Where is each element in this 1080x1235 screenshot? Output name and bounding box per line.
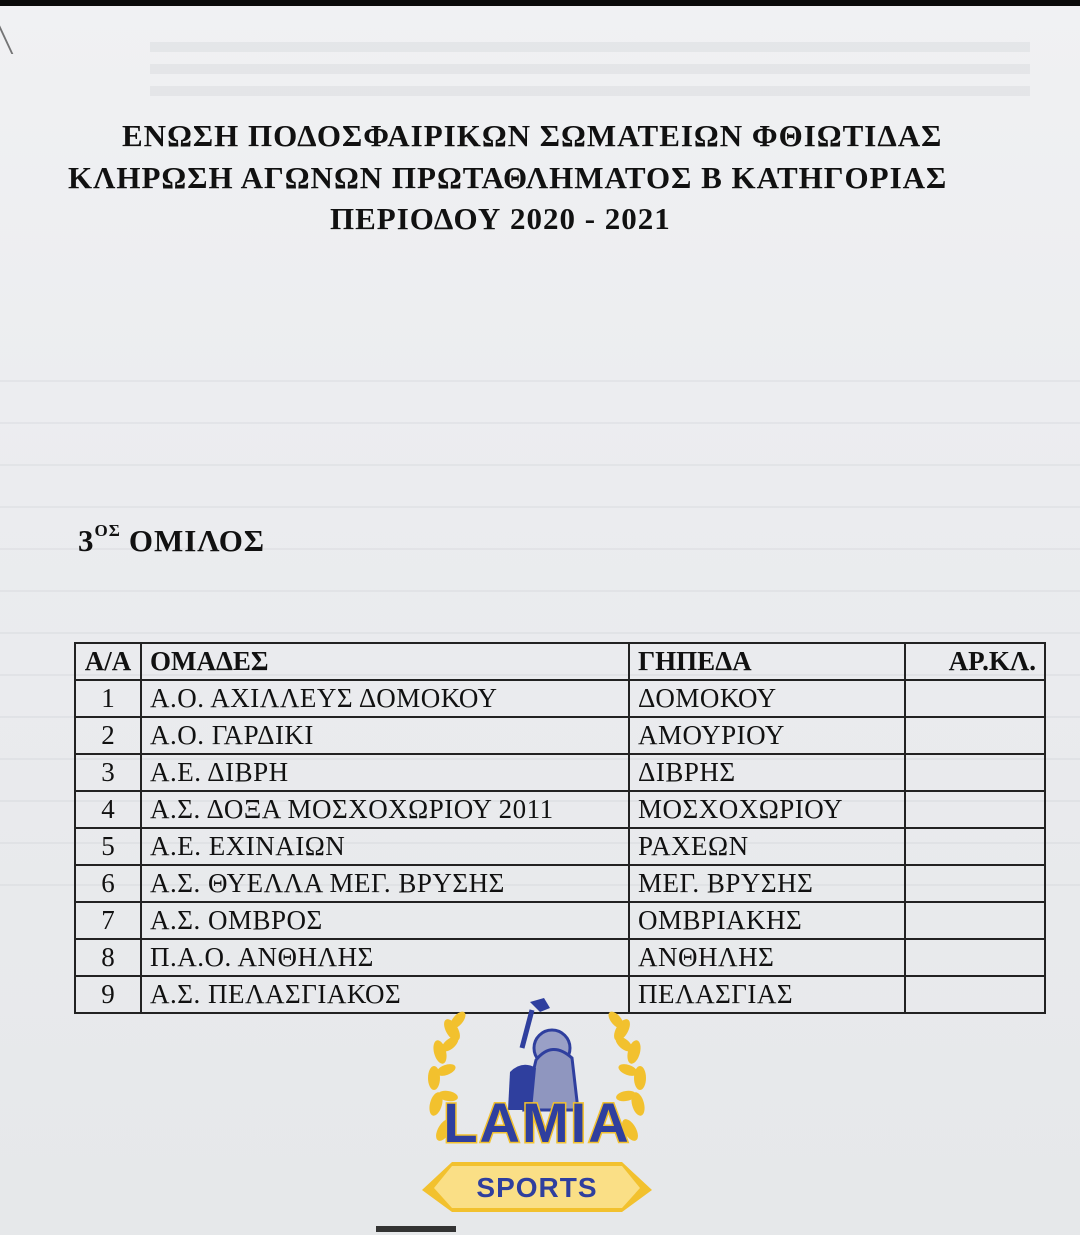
column-header-ark: ΑΡ.ΚΛ. (905, 643, 1045, 680)
table-row (75, 902, 1045, 939)
table-header-row (75, 643, 1045, 680)
field-name: ΜΟΣΧΟΧΩΡΙΟΥ (629, 791, 905, 828)
row-number: 5 (75, 828, 141, 865)
table-row (75, 791, 1045, 828)
field-name: ΡΑΧΕΩΝ (629, 828, 905, 865)
header-line-3: ΠΕΡΙΟΔΟΥ 2020 - 2021 (330, 201, 671, 236)
header-line-1: ΕΝΩΣΗ ΠΟΔΟΣΦΑΙΡΙΚΩΝ ΣΩΜΑΤΕΙΩΝ ΦΘΙΩΤΙΔΑΣ (122, 118, 943, 153)
table-row (75, 754, 1045, 791)
row-number: 8 (75, 939, 141, 976)
team-name: Α.Σ. ΔΟΞΑ ΜΟΣΧΟΧΩΡΙΟΥ 2011 (141, 791, 629, 828)
group-number: 3 (78, 523, 95, 558)
team-name: Α.Σ. ΟΜΒΡΟΣ (141, 902, 629, 939)
row-number: 2 (75, 717, 141, 754)
field-name: ΔΟΜΟΚΟΥ (629, 680, 905, 717)
row-number: 4 (75, 791, 141, 828)
teams-table (74, 642, 1046, 1014)
team-name: Α.Ε. ΕΧΙΝΑΙΩΝ (141, 828, 629, 865)
draw-number (905, 791, 1045, 828)
team-name: Α.Ο. ΓΑΡΔΙΚΙ (141, 717, 629, 754)
draw-number (905, 865, 1045, 902)
header-line-2: ΚΛΗΡΩΣΗ ΑΓΩΝΩΝ ΠΡΩΤΑΘΛΗΜΑΤΟΣ Β ΚΑΤΗΓΟΡΙΑΣ (68, 160, 948, 195)
team-name: Α.Ε. ΔΙΒΡΗ (141, 754, 629, 791)
field-name: ΠΕΛΑΣΓΙΑΣ (629, 976, 905, 1013)
logo-word-lamia: LAMIA (443, 1091, 631, 1154)
draw-number (905, 939, 1045, 976)
logo-word-sports: SPORTS (476, 1172, 598, 1203)
table-row (75, 865, 1045, 902)
draw-number (905, 902, 1045, 939)
team-name: Α.Σ. ΠΕΛΑΣΓΙΑΚΟΣ (141, 976, 629, 1013)
row-number: 1 (75, 680, 141, 717)
row-number: 7 (75, 902, 141, 939)
bottom-dash (376, 1226, 456, 1232)
draw-number (905, 680, 1045, 717)
row-number: 3 (75, 754, 141, 791)
team-name: Α.Ο. ΑΧΙΛΛΕΥΣ ΔΟΜΟΚΟΥ (141, 680, 629, 717)
table-row (75, 680, 1045, 717)
row-number: 6 (75, 865, 141, 902)
bleed-through-text (150, 30, 1030, 100)
field-name: ΟΜΒΡΙΑΚΗΣ (629, 902, 905, 939)
lamia-sports-logo (412, 990, 662, 1220)
group-ordinal-suffix: ΟΣ (94, 520, 121, 540)
table-row (75, 939, 1045, 976)
row-number: 9 (75, 976, 141, 1013)
column-header-aa: Α/Α (75, 643, 141, 680)
team-name: Α.Σ. ΘΥΕΛΛΑ ΜΕΓ. ΒΡΥΣΗΣ (141, 865, 629, 902)
column-header-fields: ΓΗΠΕΔΑ (629, 643, 905, 680)
field-name: ΑΝΘΗΛΗΣ (629, 939, 905, 976)
draw-number (905, 828, 1045, 865)
field-name: ΔΙΒΡΗΣ (629, 754, 905, 791)
top-edge-bar (0, 0, 1080, 6)
pen-mark (0, 14, 27, 54)
group-title (78, 520, 266, 559)
team-name: Π.Α.Ο. ΑΝΘΗΛΗΣ (141, 939, 629, 976)
column-header-teams: ΟΜΑΔΕΣ (141, 643, 629, 680)
draw-number (905, 717, 1045, 754)
draw-number (905, 976, 1045, 1013)
table-row (75, 828, 1045, 865)
group-label: ΟΜΙΛΟΣ (128, 523, 266, 558)
draw-number (905, 754, 1045, 791)
table-row (75, 717, 1045, 754)
field-name: ΑΜΟΥΡΙΟΥ (629, 717, 905, 754)
field-name: ΜΕΓ. ΒΡΥΣΗΣ (629, 865, 905, 902)
